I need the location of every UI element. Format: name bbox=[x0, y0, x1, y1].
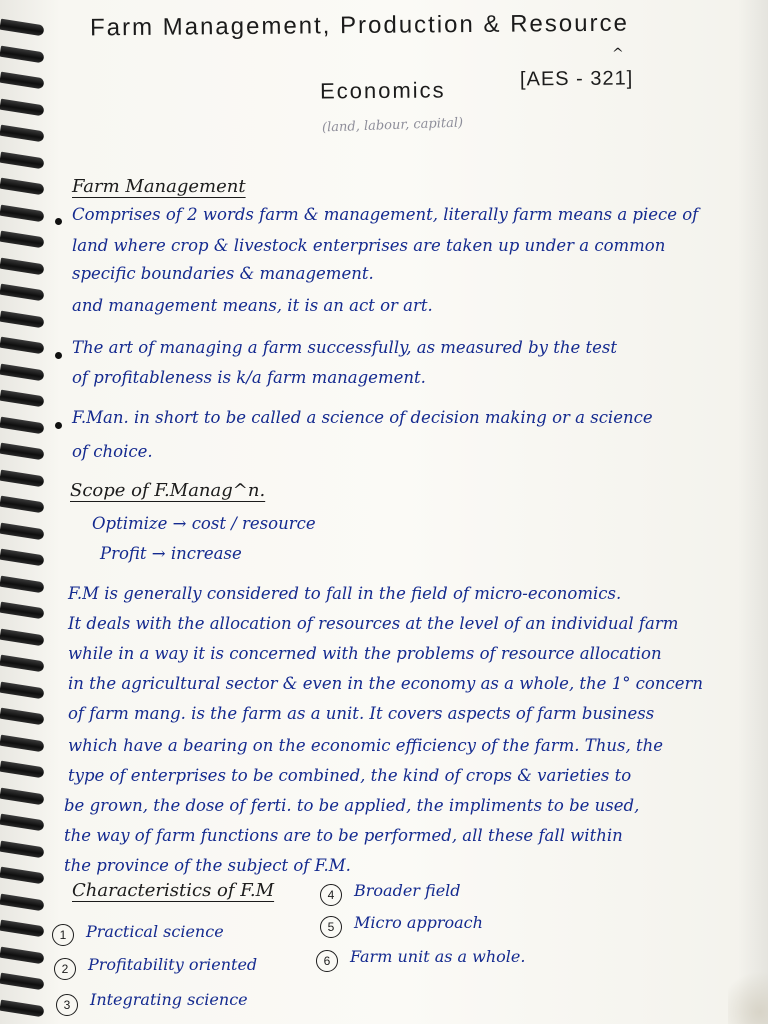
spiral-coil bbox=[0, 681, 45, 699]
title-subnote: (land, labour, capital) bbox=[321, 115, 464, 136]
spiral-coil bbox=[0, 999, 45, 1017]
characteristic-item: Profitability oriented bbox=[88, 955, 258, 974]
scope-paragraph-line: while in a way it is concerned with the problems of resource allocation bbox=[68, 644, 662, 663]
spiral-coil bbox=[0, 19, 45, 37]
fm-bullet2-line2: of profitableness is k/a farm management. bbox=[72, 368, 426, 387]
spiral-coil bbox=[0, 284, 45, 302]
spiral-coil bbox=[0, 310, 45, 328]
characteristic-item: Practical science bbox=[86, 922, 224, 941]
page-edge-shadow bbox=[738, 0, 768, 1024]
spiral-coil bbox=[0, 416, 45, 434]
spiral-coil bbox=[0, 549, 45, 567]
scope-paragraph-line: which have a bearing on the economic efficiency of the farm. Thus, the bbox=[68, 736, 663, 755]
spiral-coil bbox=[0, 125, 45, 143]
spiral-coil bbox=[0, 204, 45, 222]
fm-bullet3-line1: F.Man. in short to be called a science of decision making or a science bbox=[72, 408, 653, 427]
spiral-coil bbox=[0, 973, 45, 991]
page-title-line1: Farm Management, Production & Resource bbox=[89, 9, 629, 42]
bullet-dot bbox=[55, 352, 62, 359]
page-title-line2: Economics bbox=[319, 77, 446, 104]
spiral-coil bbox=[0, 787, 45, 805]
spiral-coil bbox=[0, 496, 45, 514]
spiral-coil bbox=[0, 946, 45, 964]
characteristic-item: Integrating science bbox=[90, 990, 248, 1009]
spiral-coil bbox=[0, 655, 45, 673]
heading-characteristics: Characteristics of F.M bbox=[72, 880, 275, 901]
fm-bullet1-line3: specific boundaries & management. bbox=[72, 264, 374, 283]
spiral-coil bbox=[0, 708, 45, 726]
spiral-coil bbox=[0, 257, 45, 275]
spiral-coil bbox=[0, 814, 45, 832]
bullet-dot bbox=[55, 422, 62, 429]
spiral-coil bbox=[0, 893, 45, 911]
scope-item-optimize: Optimize → cost / resource bbox=[92, 514, 316, 533]
caret-mark: ^ bbox=[612, 46, 624, 62]
spiral-coil bbox=[0, 178, 45, 196]
spiral-coil bbox=[0, 734, 45, 752]
scope-paragraph-line: It deals with the allocation of resources at the level of an individual farm bbox=[68, 614, 679, 633]
spiral-coil bbox=[0, 72, 45, 90]
spiral-binding bbox=[0, 0, 50, 1024]
characteristic-item: Farm unit as a whole. bbox=[350, 947, 526, 966]
number-circle: 1 bbox=[52, 924, 74, 946]
number-circle: 5 bbox=[320, 916, 342, 938]
spiral-coil bbox=[0, 363, 45, 381]
heading-scope: Scope of F.Manag^n. bbox=[70, 480, 266, 501]
spiral-coil bbox=[0, 867, 45, 885]
spiral-coil bbox=[0, 390, 45, 408]
number-circle: 3 bbox=[56, 994, 78, 1016]
fm-bullet2-line1: The art of managing a farm successfully, as measured by the test bbox=[72, 338, 617, 357]
spiral-coil bbox=[0, 522, 45, 540]
spiral-coil bbox=[0, 337, 45, 355]
spiral-coil bbox=[0, 920, 45, 938]
fm-bullet1-line4: and management means, it is an act or art. bbox=[72, 296, 433, 315]
scope-paragraph-line: F.M is generally considered to fall in the field of micro-economics. bbox=[68, 584, 622, 603]
spiral-coil bbox=[0, 575, 45, 593]
heading-farm-management: Farm Management bbox=[72, 176, 246, 197]
scope-item-profit: Profit → increase bbox=[100, 544, 242, 563]
spiral-coil bbox=[0, 443, 45, 461]
spiral-coil bbox=[0, 840, 45, 858]
scope-paragraph-line: be grown, the dose of ferti. to be applied, the impliments to be used, bbox=[64, 796, 640, 815]
number-circle: 4 bbox=[320, 884, 342, 906]
spiral-coil bbox=[0, 151, 45, 169]
spiral-coil bbox=[0, 231, 45, 249]
spiral-coil bbox=[0, 98, 45, 116]
scope-paragraph-line: of farm mang. is the farm as a unit. It covers aspects of farm business bbox=[68, 704, 655, 723]
spiral-coil bbox=[0, 469, 45, 487]
spiral-coil bbox=[0, 602, 45, 620]
characteristic-item: Micro approach bbox=[354, 913, 483, 932]
scope-paragraph-line: in the agricultural sector & even in the economy as a whole, the 1° concern bbox=[68, 674, 704, 693]
number-circle: 6 bbox=[316, 950, 338, 972]
spiral-coil bbox=[0, 761, 45, 779]
fm-bullet1-line2: land where crop & livestock enterprises are taken up under a common bbox=[72, 236, 666, 255]
bullet-dot bbox=[55, 218, 62, 225]
scope-paragraph-line: type of enterprises to be combined, the kind of crops & varieties to bbox=[68, 766, 632, 785]
scope-paragraph-line: the province of the subject of F.M. bbox=[64, 856, 351, 875]
scope-paragraph-line: the way of farm functions are to be performed, all these fall within bbox=[64, 826, 623, 845]
characteristic-item: Broader field bbox=[354, 881, 461, 900]
spiral-coil bbox=[0, 45, 45, 63]
number-circle: 2 bbox=[54, 958, 76, 980]
fm-bullet1-line1: Comprises of 2 words farm & management, literally farm means a piece of bbox=[72, 205, 699, 224]
fm-bullet3-line2: of choice. bbox=[72, 442, 153, 461]
course-code: [AES - 321] bbox=[519, 67, 634, 91]
corner-stain bbox=[728, 964, 768, 1024]
spiral-coil bbox=[0, 628, 45, 646]
